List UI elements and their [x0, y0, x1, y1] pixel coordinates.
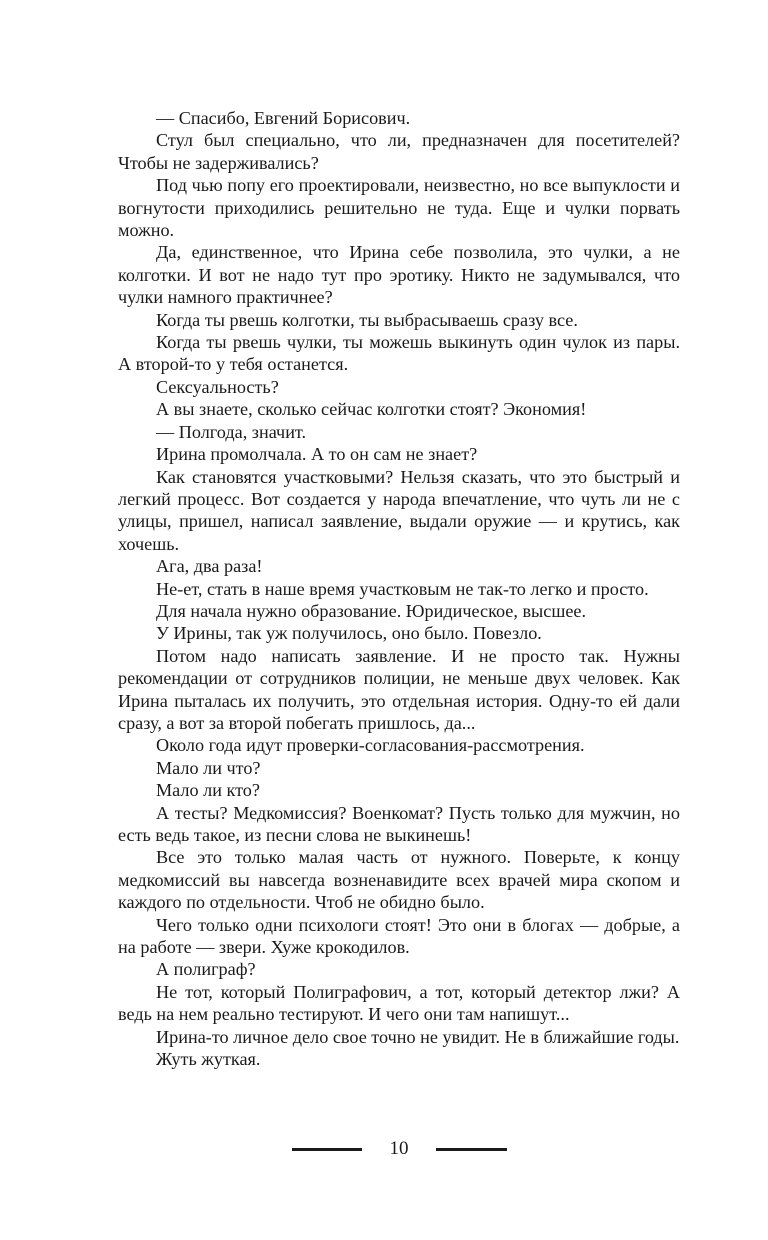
paragraph: Под чью попу его проектировали, неизвестно, но все выпуклости и вогнутости приходились решительно не туда. Еще и чулки порвать можно.: [118, 175, 680, 241]
paragraph: Сексуальность?: [156, 376, 279, 397]
paragraph: Стул был специально, что ли, предназначен для посетителей? Чтобы не задерживались?: [118, 130, 680, 173]
paragraph: Мало ли кто?: [156, 780, 260, 801]
paragraph: Чего только одни психологи стоят! Это они в блогах — добрые, а на работе — звери. Хуже крокодилов.: [118, 914, 680, 958]
paragraph: Ирина промолчала. А то он сам не знает?: [156, 444, 478, 465]
paragraph: Ага, два раза!: [156, 556, 263, 577]
page-text: [118, 107, 680, 1070]
paragraph: Жуть жуткая.: [156, 1049, 261, 1070]
paragraph: Не тот, который Полиграфович, а тот, который детектор лжи? А ведь на нем реально тестируют. И чего они там напишут...: [118, 981, 680, 1025]
paragraph: Как становятся участковыми? Нельзя сказать, что это быстрый и легкий процесс. Вот создается у народа впечатление, что чуть ли не с улицы, пришел, написал заявление, выдали оружие — и крутись, как хочешь.: [118, 466, 680, 554]
paragraph: Потом надо написать заявление. И не просто так. Нужны рекомендации от сотрудников полиции, не меньше двух человек. Как Ирина пыталась их получить, это отдельная история. Одну-то ей дали сразу, а вот за второй побегать пришлось, да...: [118, 645, 680, 733]
paragraph: Для начала нужно образование. Юридическое, высшее.: [156, 600, 587, 621]
paragraph: Не-ет, стать в наше время участковым не так-то легко и просто.: [156, 578, 649, 599]
footer-rule-left: [292, 1148, 362, 1151]
paragraph: У Ирины, так уж получилось, оно было. Повезло.: [156, 623, 542, 644]
page-number: 10: [389, 1138, 409, 1159]
paragraph: Когда ты рвешь колготки, ты выбрасываешь сразу все.: [156, 309, 578, 330]
paragraph: Ирина-то личное дело свое точно не увидит. Не в ближайшие годы.: [156, 1026, 680, 1047]
paragraph: Все это только малая часть от нужного. Поверьте, к концу медкомиссий вы навсегда возненавидите всех врачей мира скопом и каждого по отдельности. Чтоб не обидно было.: [118, 847, 680, 913]
paragraph: — Спасибо, Евгений Борисович.: [156, 108, 411, 128]
paragraph: А тесты? Медкомиссия? Военкомат? Пусть только для мужчин, но есть ведь такое, из песни слова не выкинешь!: [118, 802, 680, 845]
paragraph: А полиграф?: [156, 959, 256, 980]
paragraph: Когда ты рвешь чулки, ты можешь выкинуть один чулок из пары. А второй-то у тебя останется.: [118, 332, 680, 375]
footer-rule-right: [436, 1148, 507, 1151]
paragraph: Мало ли что?: [156, 757, 261, 778]
paragraph: Да, единственное, что Ирина себе позволила, это чулки, а не колготки. И вот не надо тут про эротику. Никто не задумывался, что чулки намного практичнее?: [118, 242, 680, 308]
paragraph: — Полгода, значит.: [156, 421, 307, 442]
paragraph: Около года идут проверки-согласования-рассмотрения.: [156, 735, 585, 756]
page-footer: [0, 1137, 768, 1161]
paragraph: А вы знаете, сколько сейчас колготки стоят? Экономия!: [156, 399, 587, 420]
